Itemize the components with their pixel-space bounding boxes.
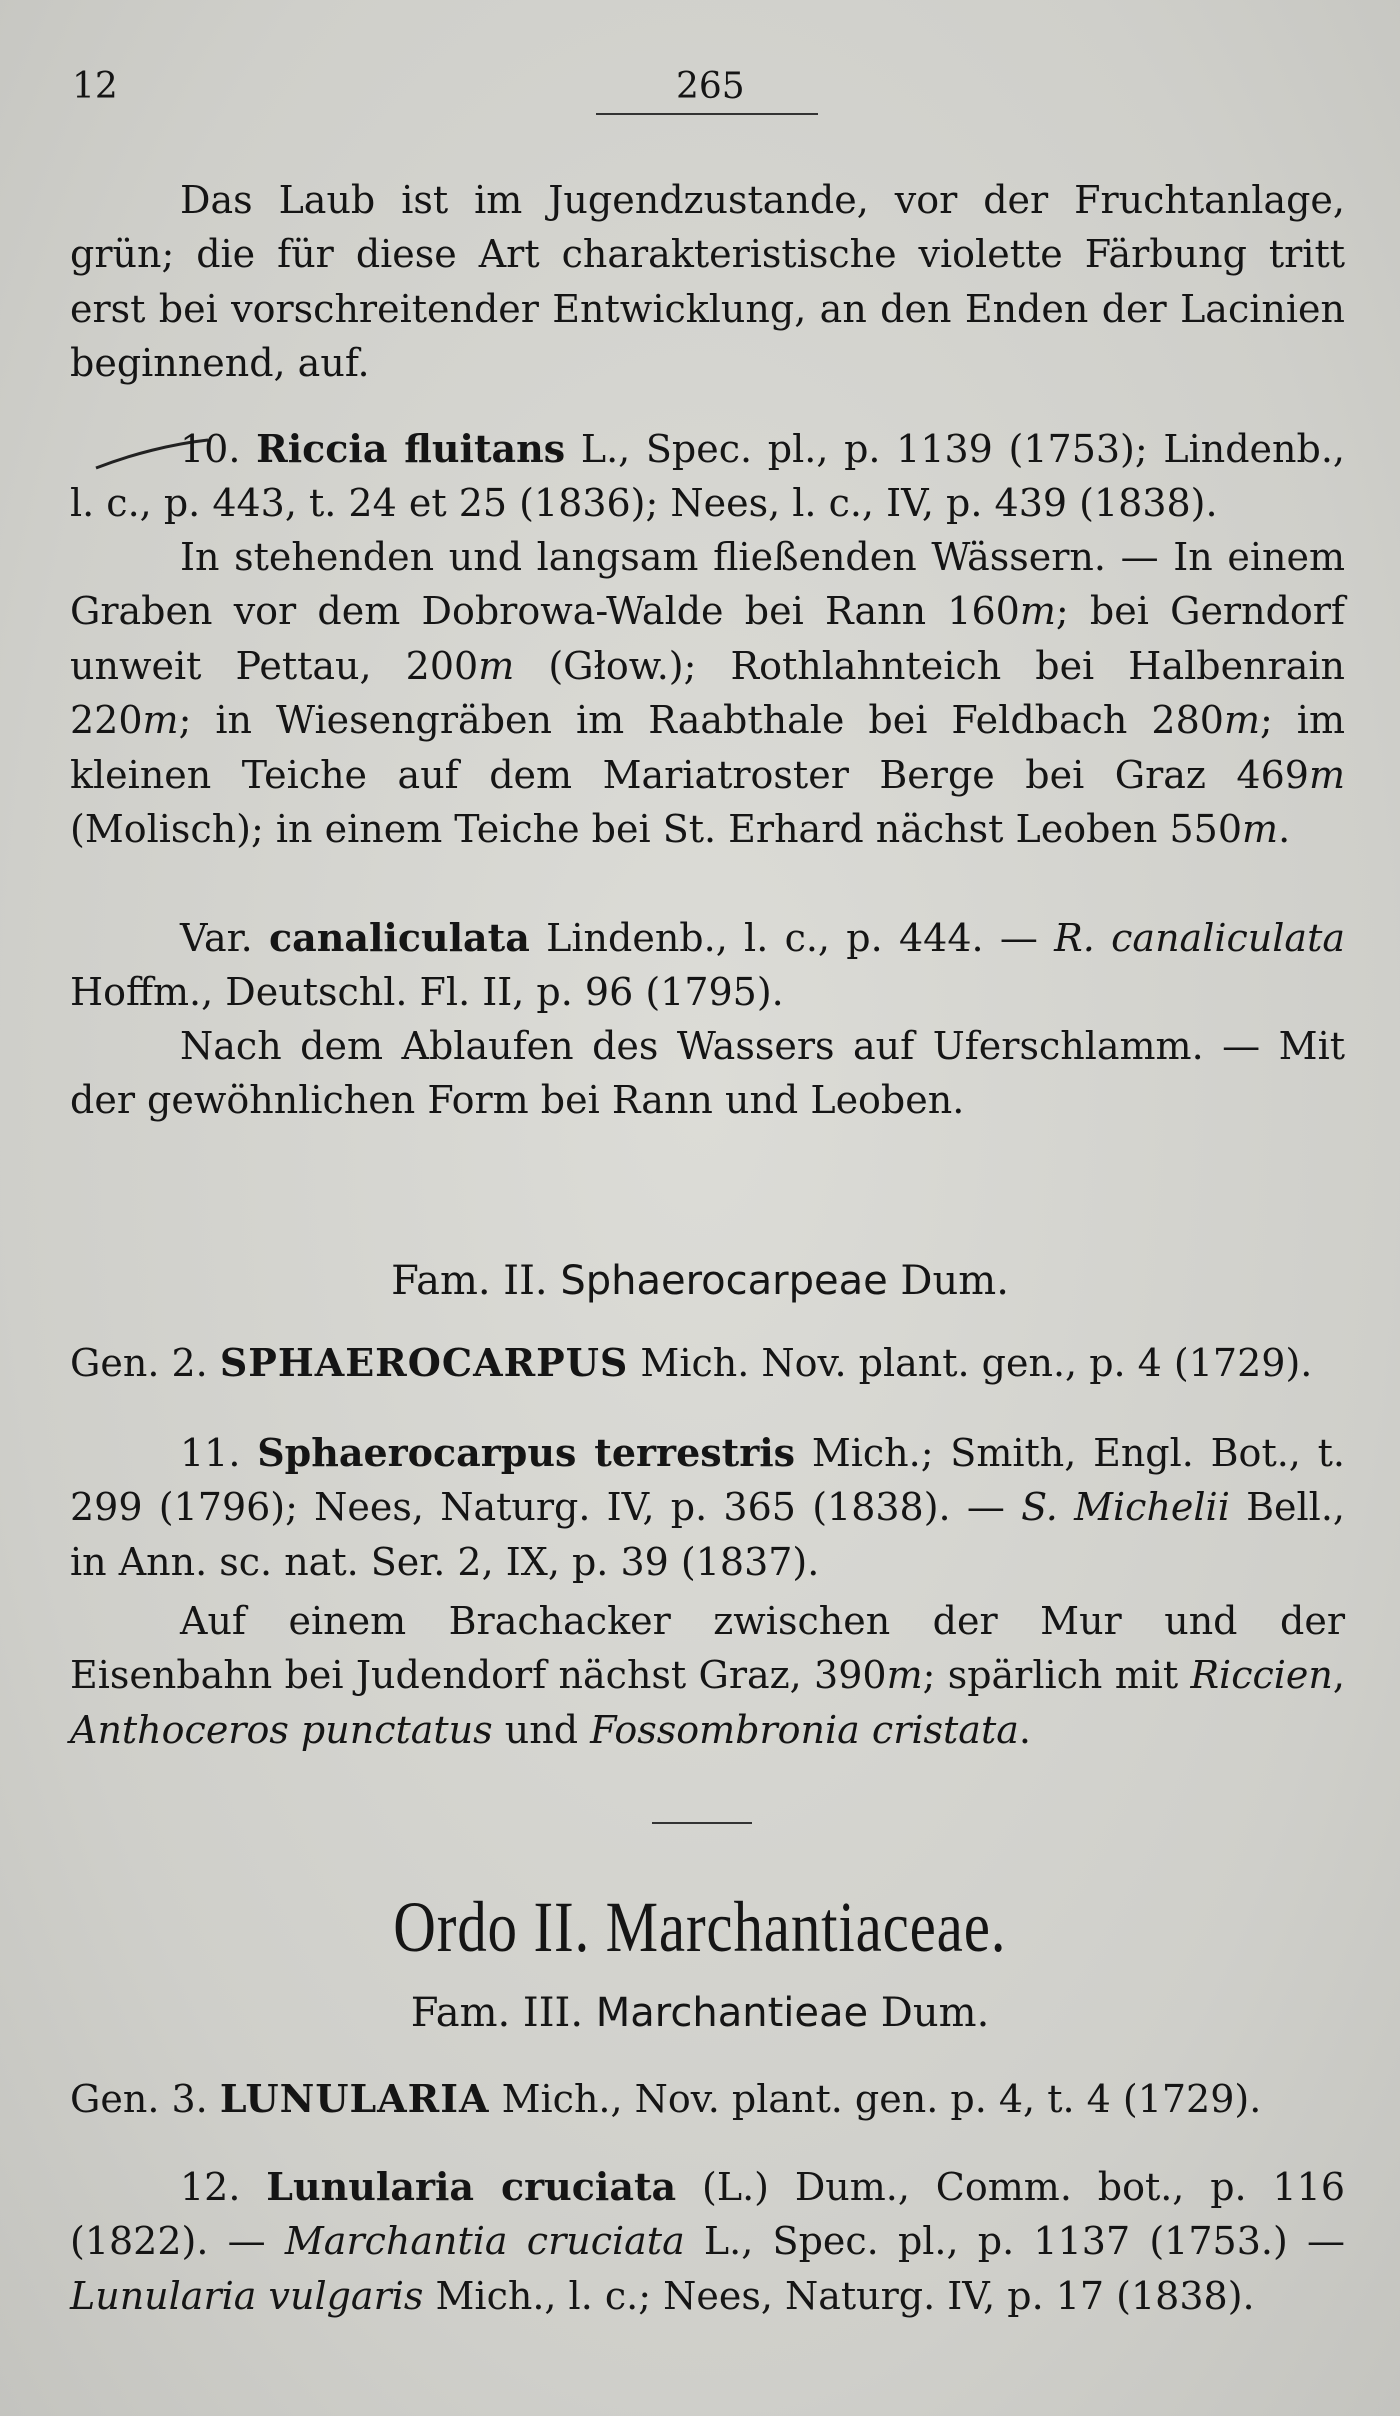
family-3-heading <box>0 1990 1400 2036</box>
species-10-variety <box>70 911 1345 1020</box>
ordo-title: Ordo II. Marchantiaceae. <box>393 1887 1007 1967</box>
text-run: ; bei Gerndorf unweit Pettau, 200 <box>70 589 1345 688</box>
text-run: (Głow.); Rothlahnteich bei Halbenrain 220 <box>70 643 1345 743</box>
text-run: 11. <box>180 1431 258 1475</box>
italic-text-run: m <box>1019 589 1056 634</box>
text-run: Var. <box>180 916 269 960</box>
italic-text-run: Lunularia vulgaris <box>70 2273 424 2318</box>
text-run: Mich., l. c.; Nees, Naturg. IV, p. 17 (1838). <box>423 2273 1255 2318</box>
species-11-entry <box>70 1426 1345 1589</box>
italic-text-run: S. Michelii <box>1021 1485 1230 1530</box>
text-run: und <box>492 1707 591 1752</box>
text-run: L., Spec. pl., p. 1137 (1753.) — <box>684 2219 1345 2264</box>
species-10-entry <box>70 422 1345 531</box>
bold-text-run: canaliculata <box>268 915 530 960</box>
text-run: Bell., in Ann. sc. nat. Ser. 2, IX, p. 39 (1837). <box>70 1485 1345 1584</box>
header-rule <box>596 113 818 115</box>
italic-text-run: Fossombronia cristata <box>590 1707 1019 1752</box>
text-run: (L.) Dum., Comm. bot., p. 116 (1822). — <box>70 2165 1345 2264</box>
genus-prefix: Gen. 3. <box>70 2077 220 2121</box>
family-name: Sphaerocarpeae <box>560 1258 888 1304</box>
text-run: . <box>1018 1707 1031 1752</box>
text-run: ; spärlich mit <box>922 1653 1191 1698</box>
italic-text-run: m <box>1308 752 1345 797</box>
ordo-heading <box>0 1886 1400 1969</box>
laub-paragraph: Das Laub ist im Jugendzustande, vor der Fruchtanlage, grün; die für diese Art charakteristische violette Färbung tritt erst bei vorschreitender Entwicklung, an den Enden der Lacinien beginnend, auf. <box>70 178 1345 386</box>
bold-text-run: Sphaerocarpus terrestris <box>257 1430 796 1475</box>
italic-text-run: m <box>1242 807 1279 852</box>
leaf-number: 12 <box>72 66 118 107</box>
italic-text-run: m <box>1223 698 1260 743</box>
italic-text-run: m <box>886 1653 923 1698</box>
genus-name: SPHAEROCARPUS <box>219 1340 629 1385</box>
text-run: Hoffm., Deutschl. Fl. II, p. 96 (1795). <box>70 970 784 1015</box>
genus-citation: Mich., Nov. plant. gen. p. 4, t. 4 (1729). <box>489 2077 1262 2121</box>
species-10-habitat <box>70 530 1345 856</box>
text-run: In stehenden und langsam fließenden Wässern. — In einem Graben vor dem Dobrowa-Walde bei Rann 160 <box>70 535 1345 634</box>
text-run: Lindenb., l. c., p. 444. — <box>529 916 1055 960</box>
species-12-entry <box>70 2160 1345 2323</box>
family-name: Marchantieae <box>595 1990 869 2036</box>
section-divider <box>652 1822 752 1824</box>
text-run: Auf einem Brachacker zwischen der Mur und der Eisenbahn bei Judendorf nächst Graz, 390 <box>70 1599 1345 1698</box>
text-run: 12. <box>180 2165 267 2209</box>
family-2-heading <box>0 1258 1400 1304</box>
text-run: Mich.; Smith, Engl. Bot., t. 299 (1796); Nees, Naturg. IV, p. 365 (1838). — <box>70 1431 1345 1530</box>
text-run: (Molisch); in einem Teiche bei St. Erhard nächst Leoben 550 <box>70 807 1243 852</box>
genus-prefix: Gen. 2. <box>70 1341 220 1385</box>
italic-text-run: R. canaliculata <box>1054 916 1345 960</box>
genus-name: LUNULARIA <box>219 2076 490 2121</box>
species-citation: L., Spec. pl., p. 1139 (1753); Lindenb., l. c., p. 443, t. 24 et 25 (1836); Nees, l. c., IV, p. 439 (1838). <box>70 427 1345 526</box>
italic-text-run: Marchantia cruciata <box>284 2219 685 2264</box>
family-author: Dum. <box>868 1990 990 2036</box>
text-run: ; im kleinen Teiche auf dem Mariatroster Berge bei Graz 469 <box>70 698 1345 797</box>
text-run: , <box>1332 1653 1345 1698</box>
italic-text-run: m <box>142 698 179 743</box>
text-run: ; in Wiesengräben im Raabthale bei Feldbach 280 <box>178 698 1224 743</box>
family-author: Dum. <box>887 1258 1009 1304</box>
species-name: Riccia fluitans <box>256 426 566 471</box>
genus-3-heading <box>70 2076 1345 2121</box>
bold-text-run: Lunularia cruciata <box>266 2164 677 2209</box>
genus-2-heading <box>70 1340 1345 1385</box>
italic-text-run: Riccien <box>1190 1653 1333 1698</box>
text-run: . <box>1278 807 1291 852</box>
family-prefix: Fam. II. <box>391 1258 561 1304</box>
genus-citation: Mich. Nov. plant. gen., p. 4 (1729). <box>628 1341 1313 1385</box>
italic-text-run: m <box>478 643 515 688</box>
species-11-habitat <box>70 1594 1345 1757</box>
italic-text-run: Anthoceros punctatus <box>70 1707 493 1752</box>
species-10-variety-habitat: Nach dem Ablaufen des Wassers auf Uferschlamm. — Mit der gewöhnlichen Form bei Rann und Leoben. <box>70 1024 1345 1123</box>
family-prefix: Fam. III. <box>410 1990 596 2036</box>
page-number: 265 <box>676 66 745 107</box>
species-number: 10. <box>180 427 241 471</box>
